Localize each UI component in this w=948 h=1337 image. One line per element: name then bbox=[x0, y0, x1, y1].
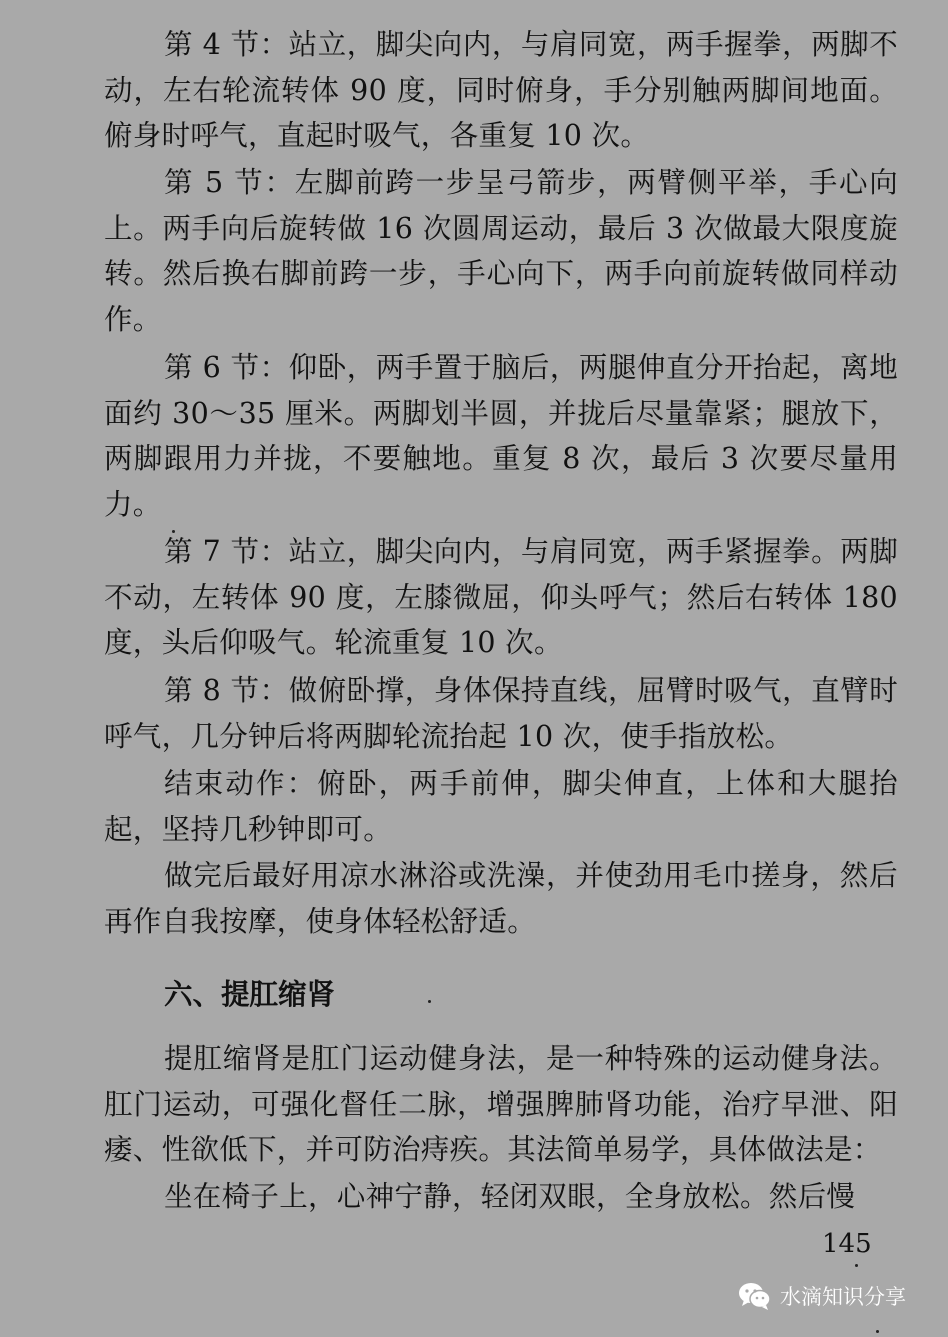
section-heading: 六、提肛缩肾 bbox=[164, 978, 336, 1011]
wechat-icon bbox=[738, 1281, 772, 1311]
paragraph-section-7: 第 7 节：站立，脚尖向内，与肩同宽，两手紧握拳。两脚不动，左转体 90 度，左膝微屈，仰头呼气；然后右转体 180 度，头后仰吸气。轮流重复 10 次。 bbox=[104, 535, 898, 659]
paragraph-section-8: 第 8 节：做俯卧撑，身体保持直线，屈臂时吸气，直臂时呼气，几分钟后将两脚轮流抬起 10 次，使手指放松。 bbox=[104, 674, 898, 753]
scan-speck bbox=[428, 1000, 431, 1003]
scan-speck bbox=[855, 1264, 858, 1267]
paragraph-method: 坐在椅子上，心神宁静，轻闭双眼，全身放松。然后慢 bbox=[164, 1180, 856, 1213]
paragraph-after-exercise: 做完后最好用凉水淋浴或洗澡，并使劲用毛巾搓身，然后再作自我按摩，使身体轻松舒适。 bbox=[104, 859, 898, 938]
paragraph-section-4: 第 4 节：站立，脚尖向内，与肩同宽，两手握拳，两脚不动，左右轮流转体 90 度，同时俯身，手分别触两脚间地面。俯身时呼气，直起时吸气，各重复 10 次。 bbox=[104, 28, 898, 152]
watermark bbox=[738, 1278, 906, 1314]
page-number: 145 bbox=[822, 1229, 872, 1259]
scan-speck bbox=[876, 1330, 879, 1333]
paragraph-ending-exercise: 结束动作：俯卧，两手前伸，脚尖伸直，上体和大腿抬起，坚持几秒钟即可。 bbox=[104, 767, 898, 846]
paragraph-intro: 提肛缩肾是肛门运动健身法，是一种特殊的运动健身法。肛门运动，可强化督任二脉，增强脾肺肾功能，治疗早泄、阳痿、性欲低下，并可防治痔疾。其法简单易学，具体做法是： bbox=[104, 1042, 898, 1166]
scan-speck bbox=[172, 530, 175, 533]
paragraph-section-6: 第 6 节：仰卧，两手置于脑后，两腿伸直分开抬起，离地面约 30～35 厘米。两脚划半圆，并拢后尽量靠紧；腿放下，两脚跟用力并拢，不要触地。重复 8 次，最后 3 次要尽量用力。 bbox=[104, 351, 898, 521]
paragraph-section-5: 第 5 节：左脚前跨一步呈弓箭步，两臂侧平举，手心向上。两手向后旋转做 16 次圆周运动，最后 3 次做最大限度旋转。然后换右脚前跨一步，手心向下，两手向前旋转做同样动作。 bbox=[104, 166, 898, 336]
watermark-text: 水滴知识分享 bbox=[780, 1285, 906, 1309]
